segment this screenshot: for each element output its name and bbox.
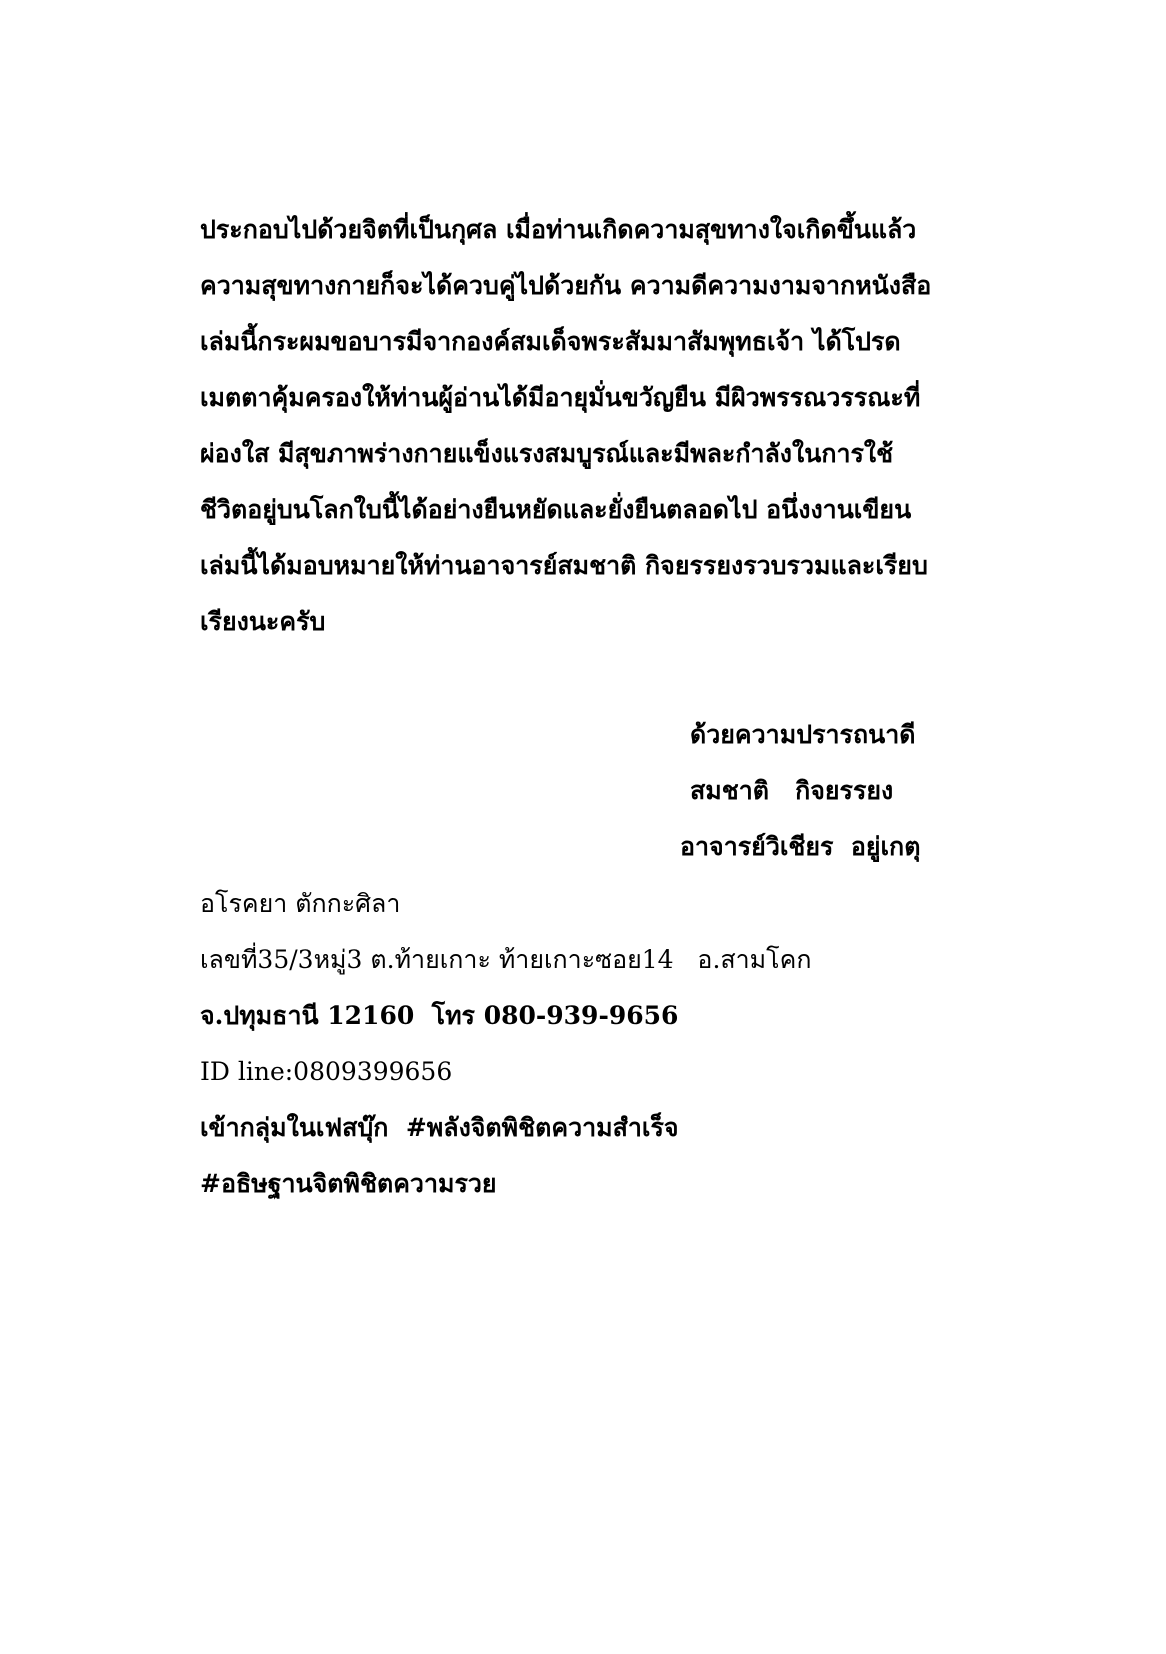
shop-name: อโรคยา ตักกะศิลา (200, 889, 401, 918)
signature-name: สมชาติ กิจยรรยง (690, 776, 894, 805)
signature-closing: ด้วยความปรารถนาดี (690, 720, 916, 749)
body-line: ผ่องใส มีสุขภาพร่างกายแข็งแรงสมบูรณ์และมีพละกำลังในการใช้ (200, 439, 894, 468)
address-phone-line: จ.ปทุมธานี 12160 โทร 080-939-9656 (200, 1001, 679, 1030)
body-line: ความสุขทางกายก็จะได้ควบคู่ไปด้วยกัน ความดีความงามจากหนังสือ (200, 271, 932, 300)
body-line: เรียงนะครับ (200, 607, 326, 636)
facebook-group: เข้ากลุ่มในเฟสบุ๊ก #พลังจิตพิชิตความสำเร็จ (200, 1113, 679, 1142)
body-line: ประกอบไปด้วยจิตที่เป็นกุศล เมื่อท่านเกิดความสุขทางใจเกิดขึ้นแล้ว (200, 215, 917, 244)
body-line: เมตตาคุ้มครองให้ท่านผู้อ่านได้มีอายุมั่นขวัญยืน มีผิวพรรณวรรณะที่ (200, 383, 921, 412)
line-id: ID line:0809399656 (200, 1057, 453, 1086)
body-line: ชีวิตอยู่บนโลกใบนี้ได้อย่างยืนหยัดและยั่งยืนตลอดไป อนึ่งงานเขียน (200, 495, 912, 524)
address-line: เลขที่35/3หมู่3 ต.ท้ายเกาะ ท้ายเกาะซอย14 อ.สามโคก (200, 945, 812, 974)
contact-block (200, 876, 1000, 1212)
body-line: เล่มนี้กระผมขอบารมีจากองค์สมเด็จพระสัมมาสัมพุทธเจ้า ได้โปรด (200, 327, 901, 356)
signature-name: อาจารย์วิเชียร อยู่เกตุ (680, 832, 921, 861)
signature-block (680, 707, 1020, 875)
body-line: เล่มนี้ได้มอบหมายให้ท่านอาจารย์สมชาติ กิจยรรยงรวบรวมและเรียบ (200, 551, 928, 580)
body-paragraph (200, 202, 1000, 650)
hashtag: #อธิษฐานจิตพิชิตความรวย (200, 1169, 497, 1198)
